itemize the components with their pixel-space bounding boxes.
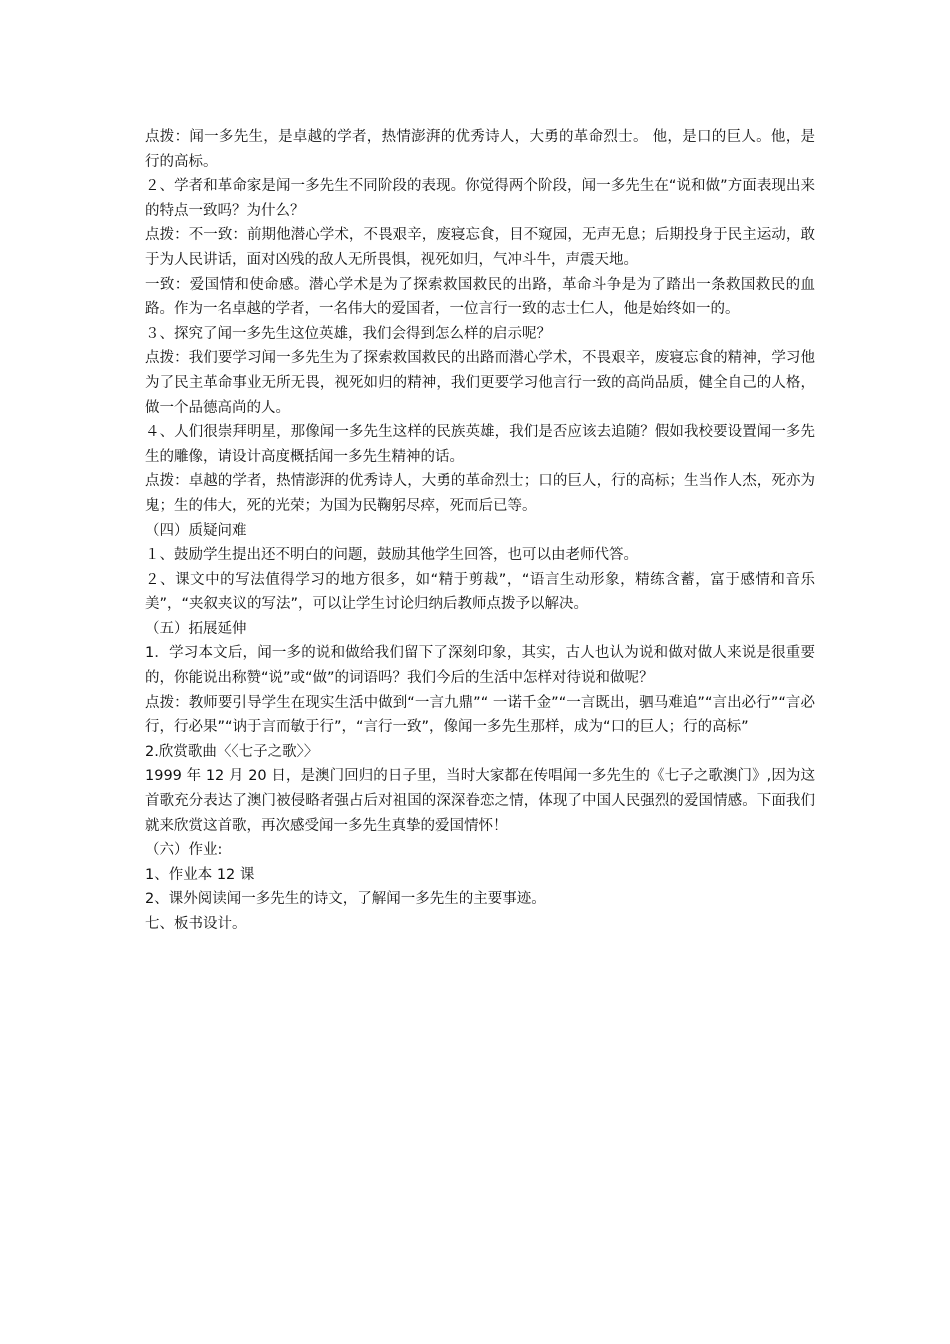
paragraph-guidance-3: 点拨：我们要学习闻一多先生为了探索救国救民的出路而潜心学术，不畏艰辛，废寝忘食的精神，学习他为了民主革命事业无所无畏，视死如归的精神，我们更要学习他言行一致的高尚品质，健全自己的人格，做一个品德高尚的人。: [145, 350, 815, 416]
paragraph-question-4: ４、人们很崇拜明星，那像闻一多先生这样的民族英雄，我们是否应该去追随？假如我校要设置闻一多先生的雕像，请设计高度概括闻一多先生精神的话。: [145, 424, 815, 465]
section-heading-6: （六）作业:: [145, 842, 223, 859]
section-heading-4: （四）质疑问难: [145, 522, 247, 539]
paragraph-guidance-2b: 一致：爱国情和使命感。潜心学术是为了探索救国救民的出路，革命斗争是为了踏出一条救国救民的血路。作为一名卓越的学者，一名伟大的爱国者，一位言行一致的志士仁人，他是始终如一的。: [145, 276, 815, 318]
paragraph-item-5-2: 2.欣赏歌曲〈〈七子之歌〉〉: [145, 743, 319, 760]
paragraph-guidance-4: 点拨：卓越的学者，热情澎湃的优秀诗人，大勇的革命烈士；口的巨人，行的高标；生当作人杰，死亦为鬼；生的伟大，死的光荣；为国为民鞠躬尽瘁，死而后已等。: [145, 473, 815, 514]
paragraph-homework-1: 1、作业本 12 课: [145, 866, 255, 883]
paragraph-guidance-2a: 点拨：不一致：前期他潜心学术，不畏艰辛，废寝忘食，目不窥园，无声无息；后期投身于民主运动，敢于为人民讲话，面对凶残的敌人无所畏惧，视死如归，气冲斗牛，声震天地。: [145, 227, 815, 268]
section-heading-7: 七、板书设计。: [145, 916, 247, 932]
paragraph-homework-2: 2、课外阅读闻一多先生的诗文，了解闻一多先生的主要事迹。: [145, 891, 546, 908]
document-body: [145, 125, 815, 937]
paragraph-item-5-1: 1．学习本文后，闻一多的说和做给我们留下了深刻印象，其实，古人也认为说和做对做人来说是很重要的，你能说出称赞“说”或“做”的词语吗？我们今后的生活中怎样对待说和做呢？: [145, 645, 815, 687]
paragraph-question-2: ２、学者和革命家是闻一多先生不同阶段的表现。你觉得两个阶段，闻一多先生在“说和做”方面表现出来的特点一致吗？为什么？: [145, 178, 815, 219]
paragraph-question-3: ３、探究了闻一多先生这位英雄，我们会得到怎么样的启示呢？: [145, 325, 551, 342]
paragraph-item-4-1: １、鼓励学生提出还不明白的问题，鼓励其他学生回答，也可以由老师代答。: [145, 547, 638, 564]
paragraph-guidance-5-1: 点拨：教师要引导学生在现实生活中做到“一言九鼎”“ 一诺千金”“一言既出，驷马难追”“言出必行”“言必行，行必果”“讷于言而敏于行”，“言行一致”，像闻一多先生那样，成为“口的巨人；行的高标”: [145, 694, 815, 736]
paragraph-guidance-1: 点拨：闻一多先生，是卓越的学者，热情澎湃的优秀诗人，大勇的革命烈士。 他，是口的巨人。他，是行的高标。: [145, 129, 815, 170]
section-heading-5: （五）拓展延伸: [145, 620, 247, 637]
paragraph-song-intro: 1999 年 12 月 20 日，是澳门回归的日子里，当时大家都在传唱闻一多先生的《七子之歌澳门》,因为这首歌充分表达了澳门被侵略者强占后对祖国的深深眷恋之情，体现了中国人民强烈的爱国情感。下面我们就来欣赏这首歌，再次感受闻一多先生真挚的爱国情怀！: [145, 768, 815, 834]
paragraph-item-4-2: ２、课文中的写法值得学习的地方很多，如“精于剪裁”，“语言生动形象，精练含蓄，富于感情和音乐美”，“夹叙夹议的写法”，可以让学生讨论归纳后教师点拨予以解决。: [145, 571, 815, 613]
